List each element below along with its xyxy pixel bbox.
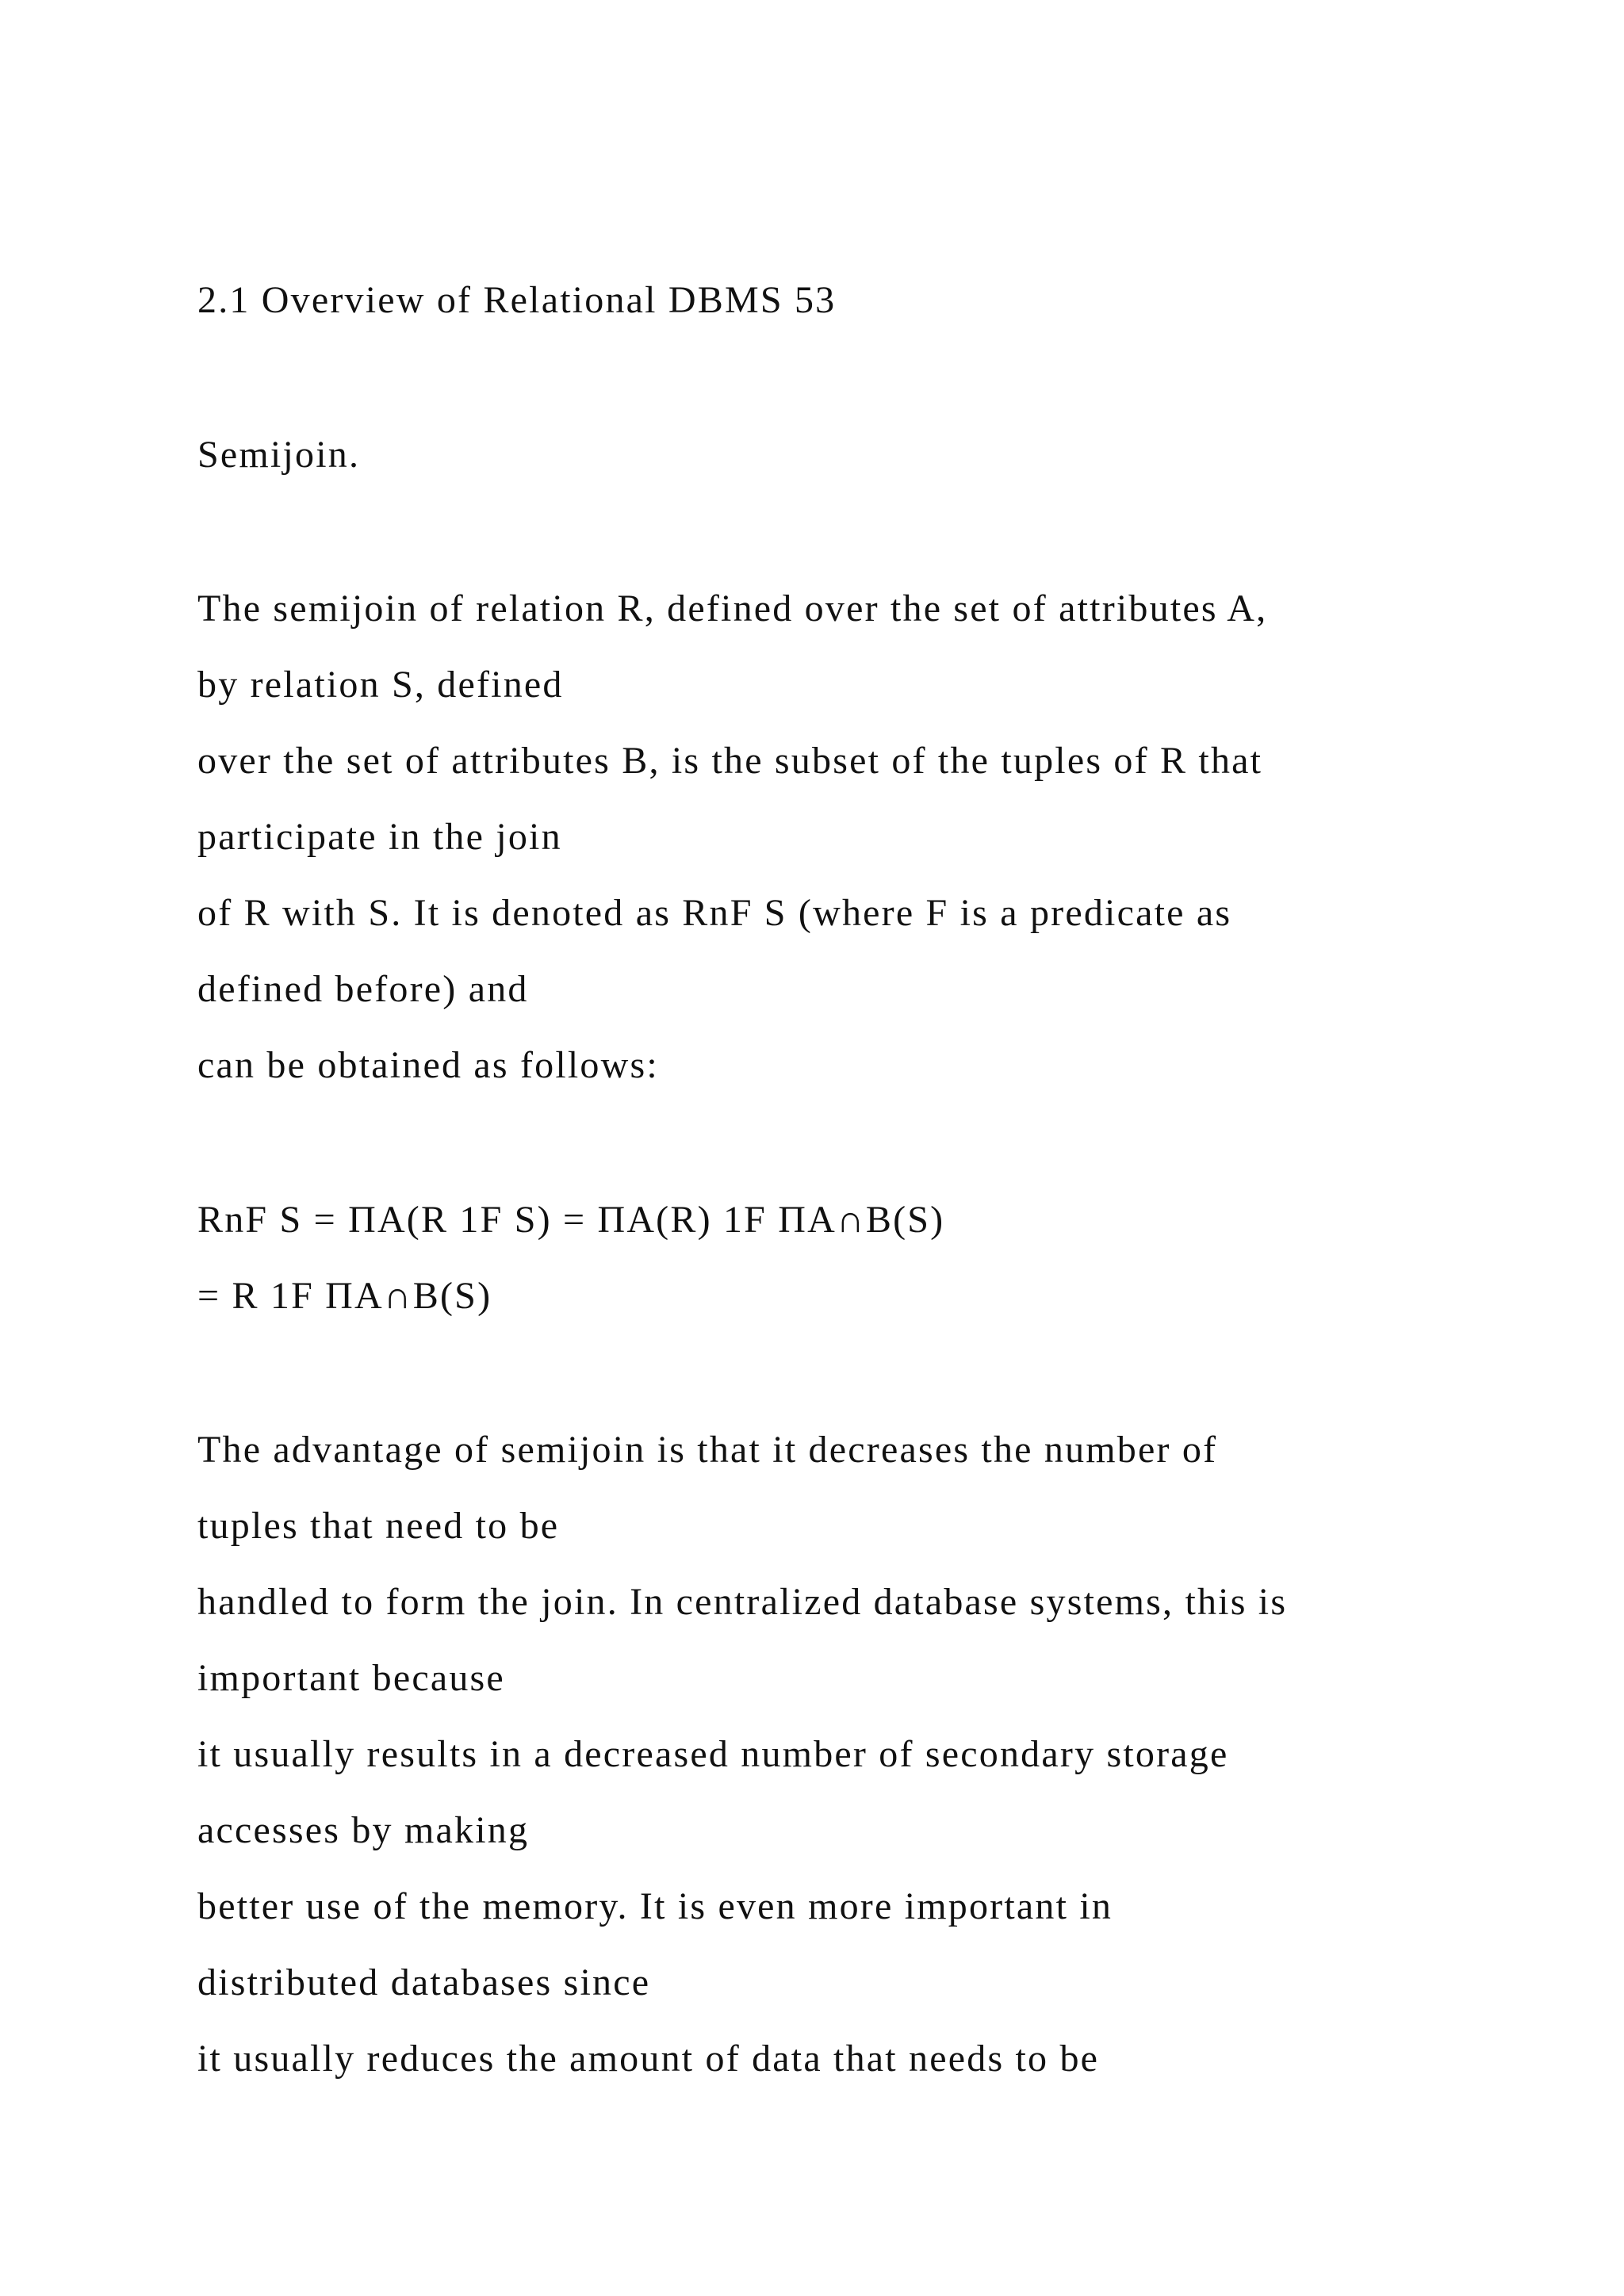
- text-line: distributed databases since: [197, 1961, 651, 2003]
- text-line: over the set of attributes B, is the subset of the tuples of R that: [197, 740, 1263, 782]
- text-line: it usually reduces the amount of data that needs to be: [197, 2038, 1100, 2080]
- text-line: The semijoin of relation R, defined over the set of attributes A,: [197, 587, 1268, 629]
- text-line: tuples that need to be: [197, 1505, 560, 1547]
- text-line: handled to form the join. In centralized database systems, this is: [197, 1581, 1288, 1623]
- formula-line: RnF S = ΠA(R 1F S) = ΠA(R) 1F ΠA∩B(S): [197, 1199, 945, 1241]
- text-line: it usually results in a decreased number of secondary storage: [197, 1733, 1229, 1775]
- formula-line: = R 1F ΠA∩B(S): [197, 1275, 492, 1317]
- text-line: by relation S, defined: [197, 664, 564, 706]
- text-line: can be obtained as follows:: [197, 1044, 659, 1086]
- text-line: better use of the memory. It is even more important in: [197, 1885, 1113, 1927]
- text-line: participate in the join: [197, 816, 562, 858]
- text-line: of R with S. It is denoted as RnF S (where F is a predicate as: [197, 892, 1232, 934]
- text-line: important because: [197, 1657, 505, 1699]
- text-line: accesses by making: [197, 1809, 530, 1851]
- section-title: Semijoin.: [197, 434, 361, 476]
- text-line: The advantage of semijoin is that it decreases the number of: [197, 1429, 1218, 1471]
- running-head: 2.1 Overview of Relational DBMS 53: [197, 279, 837, 321]
- text-line: defined before) and: [197, 968, 529, 1010]
